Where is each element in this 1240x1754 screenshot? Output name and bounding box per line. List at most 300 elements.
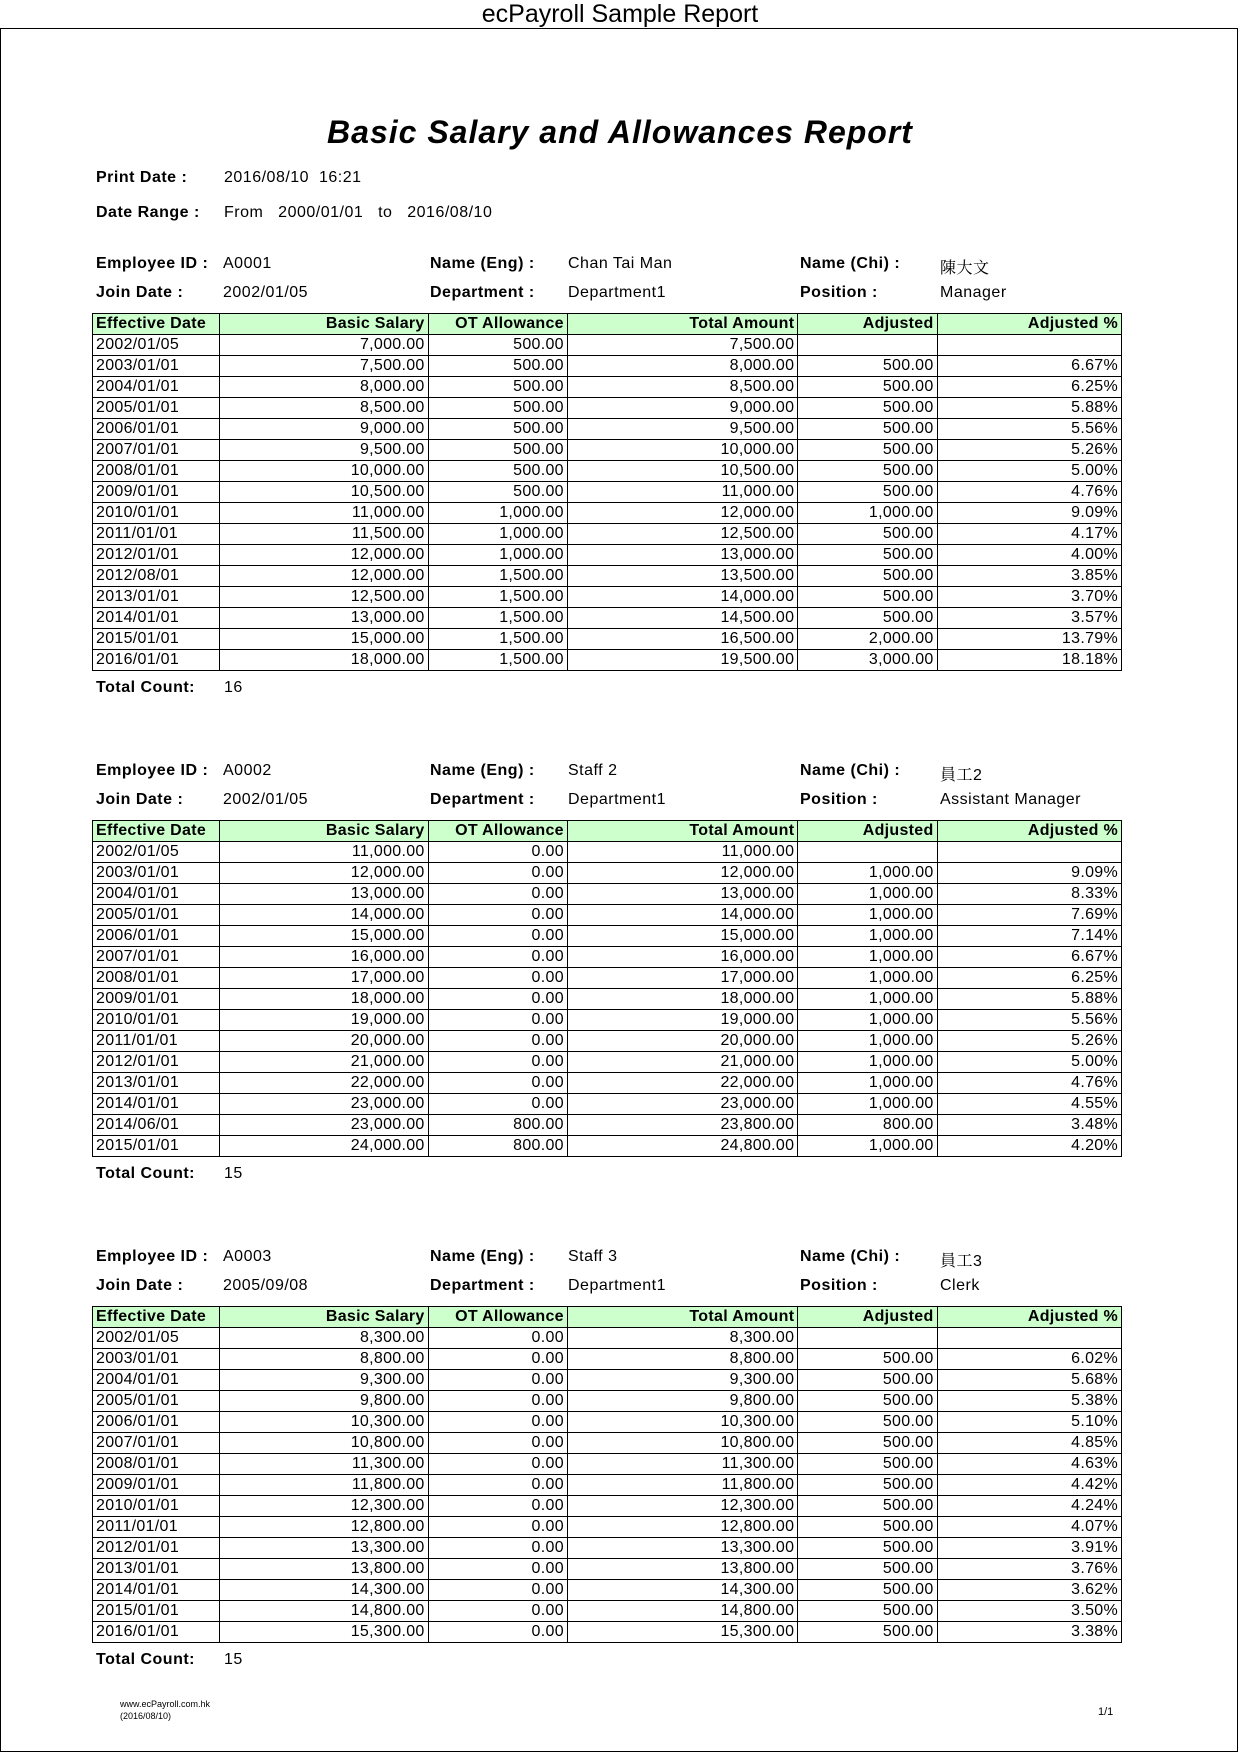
table-cell: 8,800.00: [567, 1349, 797, 1370]
total-count-label: Total Count:: [96, 1165, 196, 1182]
table-cell: 21,000.00: [567, 1052, 797, 1073]
table-cell: 15,000.00: [220, 926, 428, 947]
total-count-value: 16: [224, 679, 243, 696]
table-cell: 9.09%: [937, 863, 1121, 884]
table-cell: 2008/01/01: [93, 461, 220, 482]
department-label: Department :: [430, 284, 535, 301]
date-range-label: Date Range :: [96, 204, 200, 221]
position-label: Position :: [800, 791, 878, 808]
position-value: Assistant Manager: [940, 791, 1082, 808]
table-cell: 5.68%: [937, 1370, 1121, 1391]
table-cell: 4.76%: [937, 482, 1121, 503]
table-cell: 10,500.00: [220, 482, 428, 503]
table-cell: 1,000.00: [428, 503, 567, 524]
table-cell: 10,500.00: [567, 461, 797, 482]
table-cell: 8,000.00: [567, 356, 797, 377]
table-cell: 500.00: [798, 1538, 937, 1559]
table-cell: 2009/01/01: [93, 1475, 220, 1496]
table-cell: 1,000.00: [798, 989, 937, 1010]
table-cell: 3.85%: [937, 566, 1121, 587]
table-cell: 13,000.00: [567, 545, 797, 566]
table-cell: 12,500.00: [220, 587, 428, 608]
table-cell: 6.25%: [937, 968, 1121, 989]
table-cell: 0.00: [428, 1073, 567, 1094]
table-row: [93, 926, 1122, 947]
table-row: [93, 1391, 1122, 1412]
table-cell: 9,500.00: [220, 440, 428, 461]
table-cell: 0.00: [428, 1601, 567, 1622]
table-cell: 3.62%: [937, 1580, 1121, 1601]
table-cell: 9,500.00: [567, 419, 797, 440]
table-cell: 0.00: [428, 989, 567, 1010]
table-cell: 6.02%: [937, 1349, 1121, 1370]
employee-id-value: A0002: [223, 762, 272, 779]
table-row: [93, 1475, 1122, 1496]
table-cell: 5.00%: [937, 1052, 1121, 1073]
table-cell: 2003/01/01: [93, 863, 220, 884]
table-cell: 2002/01/05: [93, 842, 220, 863]
table-cell: 5.88%: [937, 989, 1121, 1010]
column-header: Total Amount: [567, 1307, 797, 1328]
table-cell: 2014/06/01: [93, 1115, 220, 1136]
table-cell: 12,800.00: [567, 1517, 797, 1538]
table-cell: 23,000.00: [220, 1094, 428, 1115]
table-cell: 2005/01/01: [93, 398, 220, 419]
table-cell: 0.00: [428, 1349, 567, 1370]
table-cell: 15,300.00: [567, 1622, 797, 1643]
employee-info: [92, 762, 1122, 820]
table-cell: 15,000.00: [567, 926, 797, 947]
table-cell: 500.00: [798, 1370, 937, 1391]
table-cell: 2005/01/01: [93, 905, 220, 926]
column-header: Adjusted: [798, 1307, 937, 1328]
employee-info: [92, 1248, 1122, 1306]
table-cell: 4.20%: [937, 1136, 1121, 1157]
join-date-value: 2002/01/05: [223, 284, 309, 301]
table-row: [93, 1580, 1122, 1601]
table-cell: 18,000.00: [567, 989, 797, 1010]
table-cell: 2007/01/01: [93, 440, 220, 461]
table-cell: 12,000.00: [220, 863, 428, 884]
table-cell: 500.00: [798, 587, 937, 608]
table-cell: 12,000.00: [567, 503, 797, 524]
table-cell: 500.00: [798, 419, 937, 440]
table-cell: 500.00: [428, 461, 567, 482]
table-cell: 4.24%: [937, 1496, 1121, 1517]
table-cell: 13,800.00: [567, 1559, 797, 1580]
table-cell: 22,000.00: [220, 1073, 428, 1094]
table-cell: 19,000.00: [567, 1010, 797, 1031]
table-cell: 0.00: [428, 947, 567, 968]
table-cell: 19,500.00: [567, 650, 797, 671]
table-cell: 8,800.00: [220, 1349, 428, 1370]
table-cell: 0.00: [428, 884, 567, 905]
table-cell: 0.00: [428, 1328, 567, 1349]
table-cell: 500.00: [798, 1580, 937, 1601]
table-cell: 0.00: [428, 1010, 567, 1031]
table-cell: 4.00%: [937, 545, 1121, 566]
join-date-value: 2002/01/05: [223, 791, 309, 808]
table-cell: 12,300.00: [220, 1496, 428, 1517]
column-header: Total Amount: [567, 314, 797, 335]
table-cell: 14,500.00: [567, 608, 797, 629]
table-cell: 5.38%: [937, 1391, 1121, 1412]
table-cell: 2012/08/01: [93, 566, 220, 587]
table-cell: 13,000.00: [567, 884, 797, 905]
table-cell: 18.18%: [937, 650, 1121, 671]
table-cell: 2,000.00: [798, 629, 937, 650]
table-cell: 5.00%: [937, 461, 1121, 482]
table-cell: 500.00: [798, 1454, 937, 1475]
table-cell: 500.00: [798, 1475, 937, 1496]
table-cell: 2002/01/05: [93, 335, 220, 356]
table-cell: 18,000.00: [220, 989, 428, 1010]
table-cell: 8.33%: [937, 884, 1121, 905]
table-cell: 20,000.00: [567, 1031, 797, 1052]
column-header: Basic Salary: [220, 821, 428, 842]
table-cell: 500.00: [798, 1496, 937, 1517]
table-cell: 0.00: [428, 1433, 567, 1454]
table-cell: 24,000.00: [220, 1136, 428, 1157]
table-cell: 11,000.00: [567, 482, 797, 503]
table-cell: 2003/01/01: [93, 1349, 220, 1370]
table-cell: 9,300.00: [220, 1370, 428, 1391]
employee-id-value: A0003: [223, 1248, 272, 1265]
table-cell: 800.00: [428, 1115, 567, 1136]
table-cell: 9,800.00: [567, 1391, 797, 1412]
column-header: Basic Salary: [220, 1307, 428, 1328]
table-row: [93, 1031, 1122, 1052]
column-header: Adjusted: [798, 314, 937, 335]
table-row: [93, 335, 1122, 356]
table-cell: 9,800.00: [220, 1391, 428, 1412]
table-cell: 5.88%: [937, 398, 1121, 419]
table-cell: 2012/01/01: [93, 545, 220, 566]
table-cell: [798, 335, 937, 356]
table-cell: 14,300.00: [220, 1580, 428, 1601]
table-cell: 1,000.00: [798, 947, 937, 968]
table-cell: 8,500.00: [220, 398, 428, 419]
total-count-label: Total Count:: [96, 679, 196, 696]
table-cell: 2004/01/01: [93, 377, 220, 398]
table-cell: 5.26%: [937, 440, 1121, 461]
table-cell: 500.00: [798, 608, 937, 629]
table-cell: 0.00: [428, 1391, 567, 1412]
table-cell: 500.00: [798, 1433, 937, 1454]
table-cell: 0.00: [428, 1580, 567, 1601]
table-cell: 3.70%: [937, 587, 1121, 608]
table-cell: 11,800.00: [220, 1475, 428, 1496]
table-row: [93, 650, 1122, 671]
column-header: OT Allowance: [428, 314, 567, 335]
table-cell: 11,800.00: [567, 1475, 797, 1496]
report-title: Basic Salary and Allowances Report: [327, 114, 913, 150]
table-cell: 0.00: [428, 1517, 567, 1538]
name-chi-value: 陳大文: [940, 260, 990, 277]
table-cell: 500.00: [428, 335, 567, 356]
table-row: [93, 1454, 1122, 1475]
table-row: [93, 1622, 1122, 1643]
table-row: [93, 545, 1122, 566]
table-cell: 0.00: [428, 1538, 567, 1559]
table-cell: 1,000.00: [798, 884, 937, 905]
table-cell: 1,500.00: [428, 629, 567, 650]
employee-id-label: Employee ID :: [96, 1248, 209, 1265]
table-cell: 2008/01/01: [93, 1454, 220, 1475]
table-cell: [937, 1328, 1121, 1349]
table-row: [93, 1517, 1122, 1538]
table-cell: 7,000.00: [220, 335, 428, 356]
table-cell: [798, 842, 937, 863]
table-cell: 1,000.00: [798, 503, 937, 524]
table-cell: 500.00: [798, 482, 937, 503]
employee-section: [92, 255, 1122, 697]
table-cell: 2002/01/05: [93, 1328, 220, 1349]
table-row: [93, 1601, 1122, 1622]
table-cell: 2007/01/01: [93, 947, 220, 968]
table-cell: 10,800.00: [220, 1433, 428, 1454]
table-cell: 2006/01/01: [93, 926, 220, 947]
table-cell: 2010/01/01: [93, 1010, 220, 1031]
column-header: Total Amount: [567, 821, 797, 842]
column-header: OT Allowance: [428, 1307, 567, 1328]
table-cell: 3.76%: [937, 1559, 1121, 1580]
table-cell: 12,800.00: [220, 1517, 428, 1538]
table-row: [93, 1559, 1122, 1580]
table-cell: 23,000.00: [220, 1115, 428, 1136]
table-cell: 1,000.00: [798, 905, 937, 926]
table-row: [93, 947, 1122, 968]
table-header-row: [93, 314, 1122, 335]
position-value: Manager: [940, 284, 1007, 301]
table-cell: 0.00: [428, 1622, 567, 1643]
table-cell: 3.48%: [937, 1115, 1121, 1136]
table-cell: 7.69%: [937, 905, 1121, 926]
table-cell: 4.63%: [937, 1454, 1121, 1475]
table-cell: 5.56%: [937, 1010, 1121, 1031]
table-cell: 2013/01/01: [93, 1073, 220, 1094]
table-cell: 6.67%: [937, 947, 1121, 968]
department-value: Department1: [568, 284, 666, 301]
table-cell: 12,300.00: [567, 1496, 797, 1517]
table-cell: 13,300.00: [220, 1538, 428, 1559]
table-cell: 4.85%: [937, 1433, 1121, 1454]
table-cell: 2010/01/01: [93, 503, 220, 524]
table-cell: 4.17%: [937, 524, 1121, 545]
table-cell: 2014/01/01: [93, 608, 220, 629]
table-cell: 1,000.00: [798, 1010, 937, 1031]
table-cell: 2014/01/01: [93, 1580, 220, 1601]
table-cell: 8,500.00: [567, 377, 797, 398]
table-row: [93, 482, 1122, 503]
table-cell: 0.00: [428, 905, 567, 926]
name-chi-label: Name (Chi) :: [800, 762, 901, 779]
table-cell: 2016/01/01: [93, 1622, 220, 1643]
department-label: Department :: [430, 1277, 535, 1294]
table-cell: 500.00: [798, 1559, 937, 1580]
name-eng-value: Staff 2: [568, 762, 618, 779]
print-date-label: Print Date :: [96, 169, 188, 186]
table-cell: 17,000.00: [567, 968, 797, 989]
table-row: [93, 1538, 1122, 1559]
table-cell: 4.76%: [937, 1073, 1121, 1094]
name-eng-value: Chan Tai Man: [568, 255, 673, 272]
table-cell: 14,000.00: [220, 905, 428, 926]
table-cell: 11,000.00: [567, 842, 797, 863]
table-row: [93, 419, 1122, 440]
position-label: Position :: [800, 1277, 878, 1294]
column-header: Adjusted %: [937, 314, 1121, 335]
column-header: Adjusted %: [937, 1307, 1121, 1328]
table-cell: 500.00: [798, 356, 937, 377]
table-cell: 500.00: [428, 377, 567, 398]
name-eng-label: Name (Eng) :: [430, 762, 535, 779]
table-cell: 19,000.00: [220, 1010, 428, 1031]
table-cell: 2011/01/01: [93, 1031, 220, 1052]
table-cell: 0.00: [428, 1454, 567, 1475]
table-cell: 500.00: [428, 419, 567, 440]
table-cell: 9,000.00: [220, 419, 428, 440]
table-row: [93, 398, 1122, 419]
table-cell: 0.00: [428, 968, 567, 989]
table-cell: 8,000.00: [220, 377, 428, 398]
table-cell: 500.00: [798, 566, 937, 587]
name-eng-label: Name (Eng) :: [430, 1248, 535, 1265]
table-cell: 1,000.00: [798, 1052, 937, 1073]
table-cell: 1,000.00: [798, 863, 937, 884]
table-cell: 10,800.00: [567, 1433, 797, 1454]
salary-table: [92, 1306, 1122, 1643]
table-cell: 1,500.00: [428, 608, 567, 629]
table-cell: 500.00: [798, 398, 937, 419]
table-cell: 2015/01/01: [93, 1601, 220, 1622]
table-row: [93, 1370, 1122, 1391]
page-header: ecPayroll Sample Report: [481, 0, 759, 28]
table-cell: 14,000.00: [567, 587, 797, 608]
department-label: Department :: [430, 791, 535, 808]
column-header: Adjusted: [798, 821, 937, 842]
table-row: [93, 629, 1122, 650]
table-cell: 2015/01/01: [93, 1136, 220, 1157]
table-cell: 0.00: [428, 1370, 567, 1391]
table-cell: 1,000.00: [428, 545, 567, 566]
table-row: [93, 524, 1122, 545]
column-header: OT Allowance: [428, 821, 567, 842]
table-cell: 8,300.00: [220, 1328, 428, 1349]
position-value: Clerk: [940, 1277, 980, 1294]
print-date-row: [96, 169, 362, 187]
footer-date: (2016/08/10): [120, 1711, 172, 1721]
table-cell: 500.00: [798, 377, 937, 398]
column-header: Effective Date: [93, 1307, 220, 1328]
table-cell: 1,000.00: [428, 524, 567, 545]
table-row: [93, 461, 1122, 482]
table-cell: 23,800.00: [567, 1115, 797, 1136]
table-cell: 1,500.00: [428, 650, 567, 671]
table-cell: [937, 842, 1121, 863]
table-cell: 800.00: [798, 1115, 937, 1136]
date-range-row: [96, 204, 492, 222]
table-cell: 14,800.00: [567, 1601, 797, 1622]
table-cell: 7,500.00: [220, 356, 428, 377]
table-cell: 13,300.00: [567, 1538, 797, 1559]
table-cell: 13,500.00: [567, 566, 797, 587]
table-cell: 7.14%: [937, 926, 1121, 947]
table-cell: 10,300.00: [567, 1412, 797, 1433]
table-cell: 1,500.00: [428, 587, 567, 608]
table-cell: 500.00: [428, 398, 567, 419]
table-cell: 6.25%: [937, 377, 1121, 398]
table-cell: 12,000.00: [220, 545, 428, 566]
footer-left: [120, 1698, 210, 1722]
table-cell: 10,300.00: [220, 1412, 428, 1433]
table-cell: 2004/01/01: [93, 884, 220, 905]
table-cell: 23,000.00: [567, 1094, 797, 1115]
table-cell: 1,000.00: [798, 1073, 937, 1094]
table-cell: 2011/01/01: [93, 524, 220, 545]
table-row: [93, 377, 1122, 398]
table-cell: 0.00: [428, 1094, 567, 1115]
employee-id-label: Employee ID :: [96, 762, 209, 779]
table-cell: 11,300.00: [220, 1454, 428, 1475]
employee-section: [92, 762, 1122, 1183]
table-cell: 2003/01/01: [93, 356, 220, 377]
total-count-label: Total Count:: [96, 1651, 196, 1668]
table-cell: 11,300.00: [567, 1454, 797, 1475]
table-cell: 500.00: [798, 1517, 937, 1538]
column-header: Adjusted %: [937, 821, 1121, 842]
table-cell: 500.00: [798, 461, 937, 482]
salary-table: [92, 820, 1122, 1157]
table-cell: [937, 335, 1121, 356]
table-row: [93, 1349, 1122, 1370]
table-row: [93, 989, 1122, 1010]
table-cell: 0.00: [428, 1052, 567, 1073]
table-cell: 14,300.00: [567, 1580, 797, 1601]
table-row: [93, 884, 1122, 905]
table-row: [93, 968, 1122, 989]
table-cell: 2006/01/01: [93, 1412, 220, 1433]
table-row: [93, 863, 1122, 884]
table-cell: 500.00: [798, 1601, 937, 1622]
column-header: Basic Salary: [220, 314, 428, 335]
table-cell: 9,300.00: [567, 1370, 797, 1391]
table-cell: 4.42%: [937, 1475, 1121, 1496]
table-cell: 22,000.00: [567, 1073, 797, 1094]
salary-table: [92, 313, 1122, 671]
table-cell: 2014/01/01: [93, 1094, 220, 1115]
name-eng-label: Name (Eng) :: [430, 255, 535, 272]
total-count-value: 15: [224, 1165, 243, 1182]
table-cell: [798, 1328, 937, 1349]
table-cell: 0.00: [428, 1559, 567, 1580]
table-cell: 0.00: [428, 1475, 567, 1496]
table-cell: 1,000.00: [798, 926, 937, 947]
table-cell: 1,000.00: [798, 968, 937, 989]
table-row: [93, 1052, 1122, 1073]
table-cell: 500.00: [798, 1622, 937, 1643]
table-row: [93, 566, 1122, 587]
table-cell: 500.00: [798, 545, 937, 566]
table-row: [93, 1433, 1122, 1454]
total-count-value: 15: [224, 1651, 243, 1668]
footer-website: www.ecPayroll.com.hk: [120, 1699, 211, 1709]
employee-id-value: A0001: [223, 255, 272, 272]
table-cell: 4.55%: [937, 1094, 1121, 1115]
table-row: [93, 905, 1122, 926]
table-cell: 2007/01/01: [93, 1433, 220, 1454]
table-row: [93, 608, 1122, 629]
